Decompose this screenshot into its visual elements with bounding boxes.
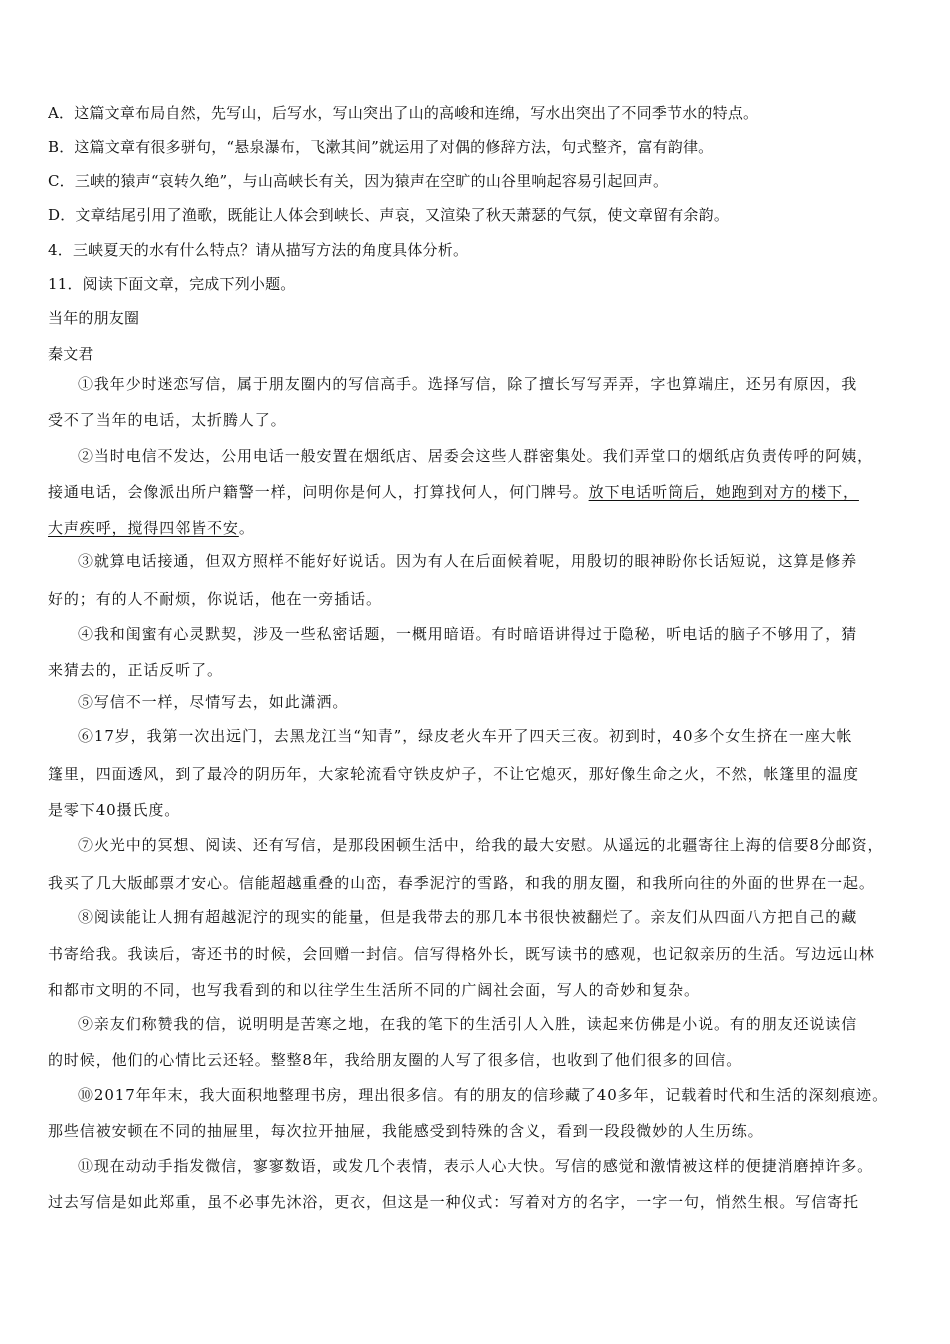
paragraph-9-line-2: 的时候，他们的心情比云还轻。整整8年，我给朋友圈的人写了很多信，也收到了他们很多的回信。: [48, 1051, 743, 1069]
paragraph-11-line-2: 过去写信是如此郑重，虽不必事先沐浴，更衣，但这是一种仪式：写着对方的名字，一字一句，悄然生根。写信寄托: [48, 1193, 859, 1211]
paragraph-5: ⑤写信不一样，尽情写去，如此潇洒。: [78, 693, 349, 711]
paragraph-7-line-1: ⑦火光中的冥想、阅读、还有写信，是那段困顿生活中，给我的最大安慰。从遥远的北疆寄往上海的信要8分邮资，: [78, 836, 884, 854]
paragraph-8-line-3: 和都市文明的不同，也写我看到的和以往学生生活所不同的广阔社会面，写人的奇妙和复杂。: [48, 981, 700, 999]
underlined-sentence-part-2: 大声疾呼，搅得四邻皆不安: [48, 519, 239, 537]
paragraph-2-line-3: [48, 517, 918, 539]
paragraph-10-line-1: ⑩2017年年末，我大面积地整理书房，理出很多信。有的朋友的信珍藏了40多年，记载着时代和生活的深刻痕迹。: [78, 1086, 888, 1104]
paragraph-2-plain: 接通电话，会像派出所户籍警一样，问明你是何人，打算找何人，何门牌号。: [48, 483, 589, 501]
paragraph-3-line-2: 好的；有的人不耐烦，你说话，他在一旁插话。: [48, 590, 382, 608]
article-title: 当年的朋友圈: [48, 309, 140, 327]
question-11: 11．阅读下面文章，完成下列小题。: [48, 275, 296, 293]
option-c: C．三峡的猿声“哀转久绝”，与山高峡长有关，因为猿声在空旷的山谷里响起容易引起回声。: [48, 172, 669, 190]
option-d: D．文章结尾引用了渔歌，既能让人体会到峡长、声哀，又渲染了秋天萧瑟的气氛，使文章留有余韵。: [48, 206, 730, 224]
paragraph-8-line-1: ⑧阅读能让人拥有超越泥泞的现实的能量，但是我带去的那几本书很快被翻烂了。亲友们从四面八方把自己的藏: [78, 908, 858, 926]
underlined-sentence-part-1: 放下电话听筒后，她跑到对方的楼下，: [588, 483, 859, 501]
question-4: 4．三峡夏天的水有什么特点？请从描写方法的角度具体分析。: [48, 241, 469, 259]
paragraph-4-line-1: ④我和闺蜜有心灵默契，涉及一些私密话题，一概用暗语。有时暗语讲得过于隐秘，听电话的脑子不够用了，猜: [78, 625, 858, 643]
paragraph-8-line-2: 书寄给我。我读后，寄还书的时候，会回赠一封信。信写得格外长，既写读书的感观，也记叙亲历的生活。写边远山林: [48, 945, 875, 963]
paragraph-7-line-2: 我买了几大版邮票才安心。信能超越重叠的山峦，春季泥泞的雪路，和我的朋友圈，和我所向往的外面的世界在一起。: [48, 874, 875, 892]
paragraph-3-line-1: ③就算电话接通，但双方照样不能好好说话。因为有人在后面候着呢，用殷切的眼神盼你长话短说，这算是修养: [78, 552, 858, 570]
paragraph-6-line-1: ⑥17岁，我第一次出远门，去黑龙江当“知青”，绿皮老火车开了四天三夜。初到时，40多个女生挤在一座大帐: [78, 727, 853, 745]
paragraph-2-end: 。: [238, 519, 255, 537]
paragraph-6-line-3: 是零下40摄氏度。: [48, 801, 181, 819]
paragraph-4-line-2: 来猜去的，正话反听了。: [48, 661, 223, 679]
paragraph-6-line-2: 篷里，四面透风，到了最冷的阴历年，大家轮流看守铁皮炉子，不让它熄灭，那好像生命之火，不然，帐篷里的温度: [48, 765, 859, 783]
paragraph-11-line-1: ⑪现在动动手指发微信，寥寥数语，或发几个表情，表示人心大快。写信的感觉和激情被这样的便捷消磨掉许多。: [78, 1157, 874, 1175]
option-a: A．这篇文章布局自然，先写山，后写水，写山突出了山的高峻和连绵，写水出突出了不同季节水的特点。: [48, 104, 759, 122]
paragraph-2-line-1: ②当时电信不发达，公用电话一般安置在烟纸店、居委会这些人群密集处。我们弄堂口的烟纸店负责传呼的阿姨，: [78, 447, 874, 465]
paragraph-9-line-1: ⑨亲友们称赞我的信，说明明是苦寒之地，在我的笔下的生活引人入胜，读起来仿佛是小说。有的朋友还说读信: [78, 1015, 858, 1033]
paragraph-10-line-2: 那些信被安顿在不同的抽屉里，每次拉开抽屉，我能感受到特殊的含义，看到一段段微妙的人生历练。: [48, 1122, 764, 1140]
paragraph-2-line-2: [48, 481, 918, 503]
article-author: 秦文君: [48, 345, 94, 363]
option-b: B．这篇文章有很多骈句，“悬泉瀑布，飞漱其间”就运用了对偶的修辞方法，句式整齐，富有韵律。: [48, 138, 714, 156]
paragraph-1-line-2: 受不了当年的电话，太折腾人了。: [48, 411, 287, 429]
paragraph-1-line-1: ①我年少时迷恋写信，属于朋友圈内的写信高手。选择写信，除了擅长写写弄弄，字也算端庄，还另有原因，我: [78, 375, 858, 393]
